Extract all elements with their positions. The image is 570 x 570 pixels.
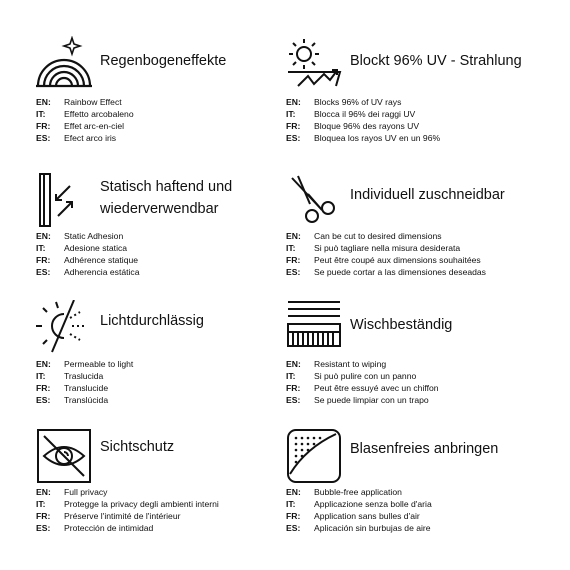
- feature-title: Sichtschutz: [100, 439, 175, 455]
- feature-cut: [250, 172, 535, 312]
- language-list: EN: Resistant to wiping IT: Si può pulire con un panno FR: Peut être essuyé avec un chiffon ES: Se puede limpiar con un trapo: [286, 359, 439, 405]
- translucent-light-icon: [34, 300, 94, 360]
- privacy-eye-icon: [34, 426, 94, 486]
- feature-bubble-free: [250, 426, 535, 566]
- feature-translucent: [0, 300, 285, 440]
- feature-title: Lichtdurchlässig: [100, 313, 204, 329]
- static-adhesion-icon: [34, 172, 94, 232]
- language-list: EN: Full privacy IT: Protegge la privacy degli ambienti interni FR: Préserve l'intimité de l'intérieur ES: Protección de intimidad: [36, 487, 219, 533]
- wipe-brush-icon: [284, 300, 344, 360]
- feature-wipe: [250, 300, 535, 440]
- rainbow-sparkle-icon: [34, 36, 94, 96]
- feature-rainbow: [0, 36, 285, 176]
- language-list: EN: Rainbow Effect IT: Effetto arcobaleno FR: Effet arc-en-ciel ES: Efect arco iris: [36, 97, 134, 143]
- feature-title: Blasenfreies anbringen: [350, 441, 499, 457]
- language-list: EN: Static Adhesion IT: Adesione statica FR: Adhérence statique ES: Adherencia estática: [36, 231, 140, 277]
- feature-uv: [250, 36, 535, 176]
- feature-title: Wischbeständig: [350, 317, 453, 333]
- language-list: EN: Blocks 96% of UV rays IT: Blocca il 96% dei raggi UV FR: Bloque 96% des rayons UV ES: Bloquea los rayos UV en un 96%: [286, 97, 441, 143]
- feature-title: Individuell zuschneidbar: [350, 187, 505, 203]
- language-list: EN: Permeable to light IT: Traslucida FR: Translucide ES: Translúcida: [36, 359, 134, 405]
- language-list: EN: Bubble-free application IT: Applicazione senza bolle d'aria FR: Application sans bulles d'air ES: Aplicación sin burbujas de aire: [286, 487, 432, 533]
- bubble-free-icon: [284, 426, 344, 486]
- feature-title: Blockt 96% UV - Strahlung: [350, 53, 522, 69]
- sun-uv-block-icon: [284, 36, 344, 96]
- language-list: EN: Can be cut to desired dimensions IT: Si può tagliare nella misura desiderata FR: Peut être coupé aux dimensions souhaitées ES: Se puede cortar a las dimensiones deseadas: [286, 231, 486, 277]
- feature-static: [0, 172, 285, 312]
- feature-privacy: [0, 426, 285, 566]
- feature-title: Regenbogeneffekte: [100, 53, 227, 69]
- scissors-icon: [284, 172, 344, 232]
- feature-title: Statisch haftend und wiederverwendbar: [100, 179, 233, 217]
